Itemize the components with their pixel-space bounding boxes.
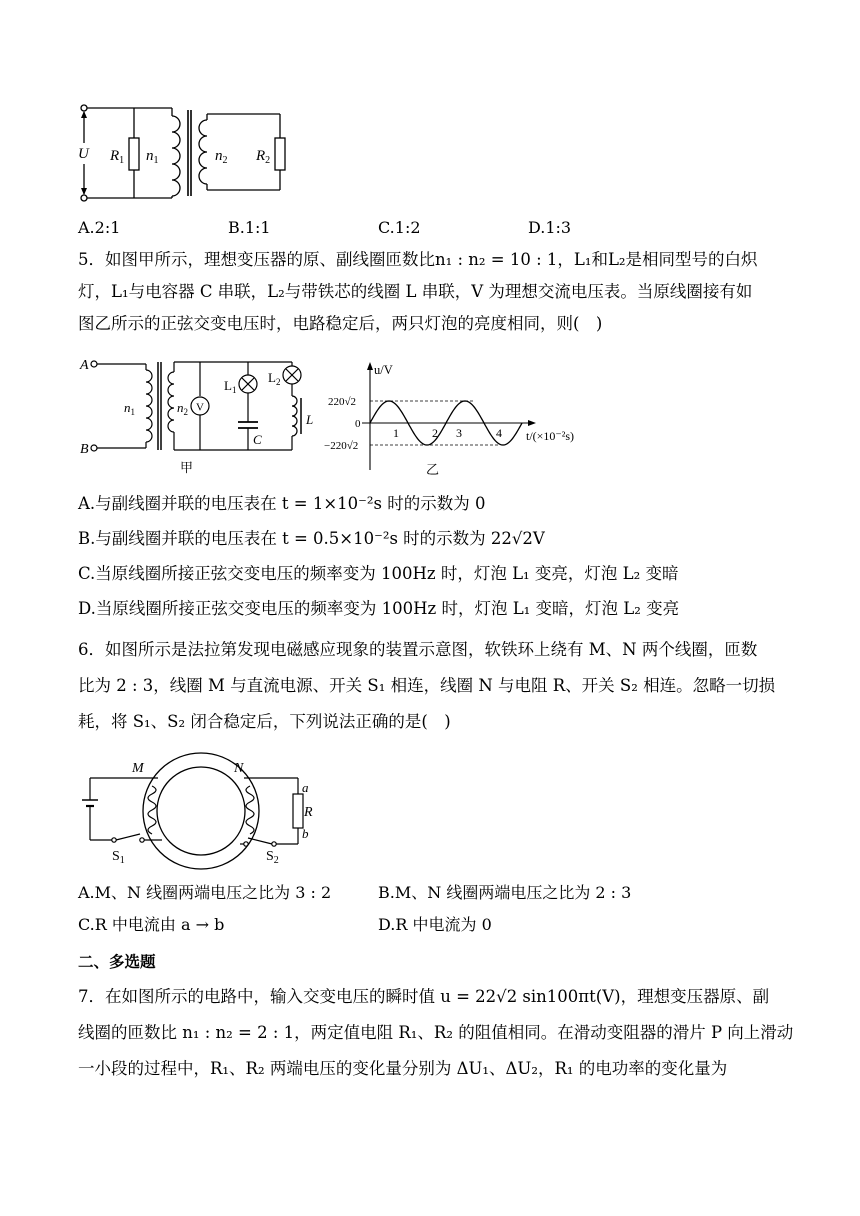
q5-label-b: B	[80, 442, 89, 457]
q5-label-l1-sub: 1	[231, 385, 237, 395]
primary-coil	[172, 116, 180, 196]
svg-text:n2	[177, 400, 188, 417]
svg-text:R1	[109, 148, 124, 166]
q5-caption-jia: 甲	[180, 460, 194, 475]
yi-xtick-1: 1	[393, 426, 399, 440]
q6-figure	[80, 752, 330, 870]
q6-option-a[interactable]: A.M、N 线圈两端电压之比为 3 : 2	[78, 883, 332, 902]
label-n1: n	[146, 148, 154, 164]
yi-xtick-3: 3	[456, 426, 462, 440]
svg-text:n1	[146, 148, 159, 166]
q5-label-c: C	[253, 432, 262, 447]
q5-label-n2: n	[177, 400, 184, 415]
q6-label-b: b	[302, 826, 309, 841]
coil-m	[148, 786, 156, 834]
q5-label-n1: n	[124, 400, 131, 415]
iron-ring-inner	[157, 767, 245, 855]
svg-text:L1	[224, 378, 236, 395]
q6-label-a: a	[302, 780, 309, 795]
q7-stem-line-1: 7．在如图所示的电路中，输入交变电压的瞬时值 u = 22√2 sin100πt(V)，理想变压器原、副	[78, 987, 770, 1006]
q4-option-d[interactable]: D.1:3	[528, 218, 572, 237]
q5-option-d[interactable]: D.当原线圈所接正弦交变电压的频率变为 100Hz 时，灯泡 L₁ 变暗，灯泡 L₂ 变亮	[78, 599, 680, 618]
yi-ytick-zero: 0	[355, 418, 361, 430]
label-r2: R	[256, 148, 266, 164]
yi-ylabel: u/V	[374, 363, 393, 377]
section-heading-multiple-choice: 二、多选题	[78, 953, 156, 971]
switch-s2[interactable]	[272, 842, 276, 846]
q6-stem-line-2: 比为 2 : 3，线圈 M 与直流电源、开关 S₁ 相连，线圈 N 与电阻 R、开关 S₂ 相连。忽略一切损	[78, 676, 776, 695]
q5-primary-coil	[146, 370, 152, 442]
q5-label-l1: L	[224, 378, 232, 393]
q5-label-l2: L	[268, 370, 276, 385]
q5-label-a: A	[80, 358, 89, 373]
resistor-r1	[129, 138, 139, 170]
label-n2: n	[215, 148, 223, 164]
label-r2-sub: 2	[265, 155, 271, 166]
svg-text:S2	[266, 849, 279, 866]
yi-xtick-2: 2	[432, 426, 438, 440]
q5-stem-line-3: 图乙所示的正弦交变电压时，电路稳定后，两只灯泡的亮度相同，则( )	[78, 314, 603, 333]
yi-ytick-bottom: −220√2	[324, 440, 359, 452]
q7-stem-line-3: 一小段的过程中，R₁、R₂ 两端电压的变化量分别为 ΔU₁、ΔU₂，R₁ 的电功率的变化量为	[78, 1059, 728, 1078]
q5-secondary-coil	[168, 372, 174, 432]
q4-option-b[interactable]: B.1:1	[228, 218, 271, 237]
q5-label-v: V	[196, 401, 204, 414]
q4-option-a[interactable]: A.2:1	[78, 218, 121, 237]
label-r1: R	[110, 148, 120, 164]
switch-s1[interactable]	[112, 838, 116, 842]
secondary-coil	[199, 120, 207, 184]
q5-option-b[interactable]: B.与副线圈并联的电压表在 t = 0.5×10⁻²s 时的示数为 22√2V	[78, 529, 545, 548]
q5-option-c[interactable]: C.当原线圈所接正弦交变电压的频率变为 100Hz 时，灯泡 L₁ 变亮，灯泡 L₂ 变暗	[78, 564, 679, 583]
resistor-r	[293, 794, 303, 828]
q7-stem-line-2: 线圈的匝数比 n₁ : n₂ = 2 : 1，两定值电阻 R₁、R₂ 的阻值相同。在滑动变阻器的滑片 P 向上滑动	[78, 1023, 794, 1042]
svg-text:n1	[124, 400, 135, 417]
q5-label-n2-sub: 2	[183, 407, 188, 417]
q6-label-r: R	[304, 805, 313, 820]
q6-stem-line-3: 耗，将 S₁、S₂ 闭合稳定后，下列说法正确的是( )	[78, 712, 451, 731]
coil-n	[246, 786, 254, 834]
q6-label-s1: S	[112, 849, 120, 864]
terminal-top	[81, 105, 87, 111]
q6-option-c[interactable]: C.R 中电流由 a → b	[78, 915, 225, 934]
q6-stem-line-1: 6．如图所示是法拉第发现电磁感应现象的装置示意图，软铁环上绕有 M、N 两个线圈，匝数	[78, 640, 758, 659]
q5-label-n1-sub: 1	[130, 407, 135, 417]
yi-xtick-4: 4	[496, 426, 502, 440]
q6-option-d[interactable]: D.R 中电流为 0	[378, 915, 492, 934]
q6-label-m: M	[132, 761, 144, 776]
label-u: U	[78, 146, 89, 162]
svg-text:n2	[215, 148, 228, 166]
resistor-r2	[275, 138, 285, 170]
q5-inductor	[292, 396, 297, 436]
label-n1-sub: 1	[153, 155, 159, 166]
q6-label-s2: S	[266, 849, 274, 864]
svg-text:L2	[268, 370, 280, 387]
q5-label-l: L	[306, 412, 314, 427]
q5-caption-yi: 乙	[426, 462, 440, 477]
q4-circuit-figure	[74, 98, 304, 210]
q6-label-n: N	[234, 761, 244, 776]
q5-stem-line-2: 灯，L₁与电容器 C 串联，L₂与带铁芯的线圈 L 串联，V 为理想交流电压表。当原线圈接有如	[78, 282, 753, 301]
label-n2-sub: 2	[222, 155, 228, 166]
terminal-bottom	[81, 195, 87, 201]
yi-ytick-top: 220√2	[328, 396, 357, 408]
q4-option-c[interactable]: C.1:2	[378, 218, 421, 237]
yi-xlabel: t/(×10⁻²s)	[526, 429, 575, 443]
svg-text:R2	[255, 148, 270, 166]
q6-label-s1-sub: 1	[119, 855, 125, 866]
q5-figure-jia	[78, 352, 318, 478]
q5-figure-yi	[322, 356, 592, 480]
q5-option-a[interactable]: A.与副线圈并联的电压表在 t = 1×10⁻²s 时的示数为 0	[78, 494, 486, 513]
q6-label-s2-sub: 2	[273, 855, 279, 866]
q5-label-l2-sub: 2	[275, 377, 281, 387]
q5-stem-line-1: 5．如图甲所示，理想变压器的原、副线圈匝数比n₁ : n₂ = 10 : 1，L₁和L₂是相同型号的白炽	[78, 250, 758, 269]
svg-text:S1	[112, 849, 125, 866]
q6-option-b[interactable]: B.M、N 线圈两端电压之比为 2 : 3	[378, 883, 632, 902]
label-r1-sub: 1	[119, 155, 125, 166]
